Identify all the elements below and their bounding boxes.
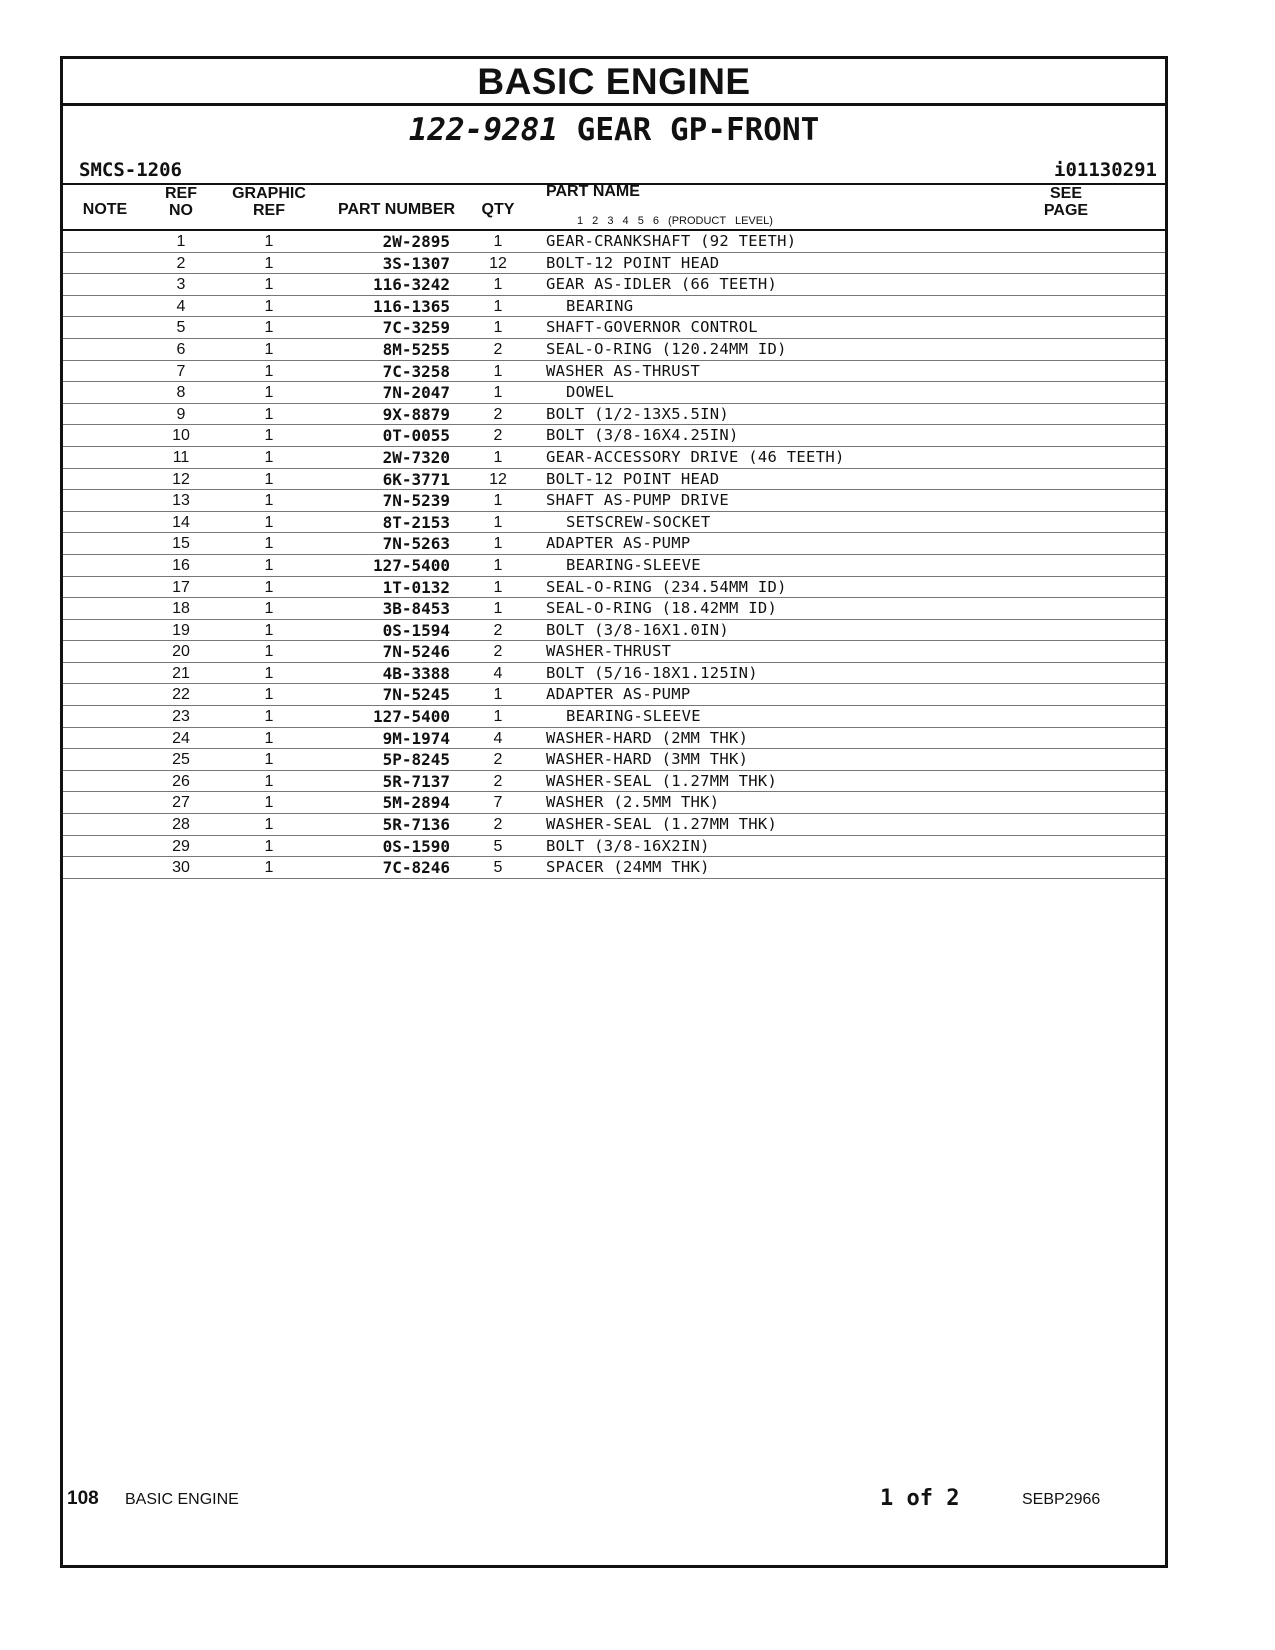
ref-no-cell: 28 — [172, 816, 190, 834]
ref-no-cell: 7 — [176, 362, 186, 380]
part-name-cell: SEAL-O-RING (234.54MM ID) — [546, 577, 787, 596]
qty-cell: 1 — [493, 578, 503, 596]
part-number-cell: 7N-5239 — [382, 491, 450, 511]
part-name-cell: SHAFT-GOVERNOR CONTROL — [546, 318, 758, 337]
parts-table-body — [63, 231, 1165, 879]
graphic-ref-cell: 1 — [264, 470, 274, 488]
ref-no-cell: 17 — [172, 578, 190, 596]
table-row — [63, 814, 1165, 836]
graphic-ref-cell: 1 — [264, 708, 274, 726]
part-number-cell: 7N-5245 — [382, 685, 450, 705]
part-name-cell: BOLT-12 POINT HEAD — [546, 253, 720, 272]
qty-cell: 4 — [493, 664, 503, 682]
graphic-ref-cell: 1 — [264, 297, 274, 315]
ref-no-cell: 9 — [176, 405, 186, 423]
graphic-ref-cell: 1 — [264, 751, 274, 769]
table-row — [63, 555, 1165, 577]
part-name-cell: SPACER (24MM THK) — [546, 858, 710, 877]
table-row — [63, 253, 1165, 275]
table-row — [63, 792, 1165, 814]
table-row — [63, 533, 1165, 555]
part-number-cell: 7C-3258 — [382, 361, 450, 381]
part-name-cell: WASHER-THRUST — [546, 642, 672, 661]
graphic-ref-cell: 1 — [264, 837, 274, 855]
graphic-ref-cell: 1 — [264, 664, 274, 682]
table-row — [63, 447, 1165, 469]
part-name-cell: SEAL-O-RING (120.24MM ID) — [546, 339, 787, 358]
col-header-part-name: PART NAME — [546, 183, 640, 200]
qty-cell: 2 — [493, 751, 503, 769]
part-number-cell: 3S-1307 — [382, 253, 450, 273]
table-row — [63, 598, 1165, 620]
part-name-cell: SETSCREW-SOCKET — [566, 512, 711, 531]
graphic-ref-cell: 1 — [264, 686, 274, 704]
qty-cell: 1 — [493, 448, 503, 466]
part-number-cell: 0S-1590 — [382, 836, 450, 856]
part-name-cell: ADAPTER AS-PUMP — [546, 534, 691, 553]
part-name-cell: BOLT (3/8-16X1.0IN) — [546, 620, 730, 639]
ref-no-cell: 2 — [176, 254, 186, 272]
qty-cell: 1 — [493, 513, 503, 531]
qty-cell: 1 — [493, 600, 503, 618]
graphic-ref-cell: 1 — [264, 643, 274, 661]
part-number-cell: 127-5400 — [372, 555, 450, 575]
graphic-ref-cell: 1 — [264, 492, 274, 510]
part-number-cell: 8T-2153 — [382, 512, 450, 532]
table-row — [63, 663, 1165, 685]
part-name-cell: GEAR AS-IDLER (66 TEETH) — [546, 275, 778, 294]
graphic-ref-cell: 1 — [264, 513, 274, 531]
ref-no-cell: 16 — [172, 556, 190, 574]
qty-cell: 2 — [493, 340, 503, 358]
table-row — [63, 317, 1165, 339]
graphic-ref-cell: 1 — [264, 319, 274, 337]
qty-cell: 5 — [493, 859, 503, 877]
part-number-cell: 5P-8245 — [382, 750, 450, 770]
col-header-ref-no: REF NO — [165, 185, 197, 219]
ref-no-cell: 25 — [172, 751, 190, 769]
part-number-cell: 7N-5246 — [382, 642, 450, 662]
qty-cell: 1 — [493, 686, 503, 704]
part-name-cell: WASHER (2.5MM THK) — [546, 793, 720, 812]
part-number-cell: 5M-2894 — [382, 793, 450, 813]
part-number-cell: 1T-0132 — [382, 577, 450, 597]
group-title — [63, 113, 1165, 147]
graphic-ref-cell: 1 — [264, 794, 274, 812]
qty-cell: 12 — [489, 470, 507, 488]
graphic-ref-cell: 1 — [264, 233, 274, 250]
table-row — [63, 361, 1165, 383]
ref-no-cell: 15 — [172, 535, 190, 553]
smcs-code: SMCS-1206 — [79, 159, 182, 181]
graphic-ref-cell: 1 — [264, 772, 274, 790]
part-number-cell: 5R-7137 — [382, 771, 450, 791]
ref-no-cell: 21 — [172, 664, 190, 682]
part-name-cell: GEAR-ACCESSORY DRIVE (46 TEETH) — [546, 447, 845, 466]
qty-cell: 12 — [489, 254, 507, 272]
qty-cell: 2 — [493, 643, 503, 661]
graphic-ref-cell: 1 — [264, 816, 274, 834]
part-number-cell: 116-3242 — [372, 275, 450, 295]
graphic-ref-cell: 1 — [264, 535, 274, 553]
col-header-graphic-ref: GRAPHIC REF — [232, 185, 306, 219]
part-number-cell: 9M-1974 — [382, 728, 450, 748]
ref-no-cell: 26 — [172, 772, 190, 790]
graphic-ref-cell: 1 — [264, 729, 274, 747]
ref-no-cell: 14 — [172, 513, 190, 531]
qty-cell: 1 — [493, 492, 503, 510]
qty-cell: 1 — [493, 297, 503, 315]
col-header-part-number: PART NUMBER — [337, 201, 455, 218]
illustration-id: i01130291 — [1054, 159, 1157, 181]
product-level-legend: 1 2 3 4 5 6 (PRODUCT LEVEL) — [577, 215, 773, 227]
page-title: BASIC ENGINE — [63, 59, 1165, 106]
col-header-see-page: SEE PAGE — [1043, 185, 1089, 219]
graphic-ref-cell: 1 — [264, 340, 274, 358]
table-row — [63, 274, 1165, 296]
part-name-cell: SEAL-O-RING (18.42MM ID) — [546, 599, 778, 618]
part-number-cell: 7C-3259 — [382, 318, 450, 338]
table-row — [63, 404, 1165, 426]
ref-no-cell: 18 — [172, 600, 190, 618]
part-name-cell: WASHER-HARD (2MM THK) — [546, 728, 749, 747]
part-name-cell: DOWEL — [566, 383, 615, 402]
ref-no-cell: 22 — [172, 686, 190, 704]
ref-no-cell: 19 — [172, 621, 190, 639]
ref-no-cell: 5 — [176, 319, 186, 337]
qty-cell: 2 — [493, 405, 503, 423]
qty-cell: 5 — [493, 837, 503, 855]
qty-cell: 1 — [493, 319, 503, 337]
part-name-cell: BOLT (1/2-13X5.5IN) — [546, 404, 730, 423]
parts-list-frame — [60, 56, 1168, 1568]
footer-document-number: SEBP2966 — [1022, 1491, 1101, 1508]
ref-no-cell: 13 — [172, 492, 190, 510]
qty-cell: 1 — [493, 708, 503, 726]
qty-cell: 2 — [493, 816, 503, 834]
graphic-ref-cell: 1 — [264, 276, 274, 294]
qty-cell: 1 — [493, 362, 503, 380]
part-number-cell: 116-1365 — [372, 296, 450, 316]
table-row — [63, 836, 1165, 858]
part-number-cell: 9X-8879 — [382, 404, 450, 424]
graphic-ref-cell: 1 — [264, 859, 274, 877]
table-row — [63, 382, 1165, 404]
ref-no-cell: 23 — [172, 708, 190, 726]
ref-no-cell: 27 — [172, 794, 190, 812]
table-row — [63, 512, 1165, 534]
qty-cell: 4 — [493, 729, 503, 747]
col-header-note: NOTE — [82, 201, 128, 218]
part-name-cell: BOLT (5/16-18X1.125IN) — [546, 663, 758, 682]
part-number-cell: 8M-5255 — [382, 339, 450, 359]
graphic-ref-cell: 1 — [264, 384, 274, 402]
qty-cell: 1 — [493, 276, 503, 294]
table-row — [63, 577, 1165, 599]
part-name-cell: GEAR-CRANKSHAFT (92 TEETH) — [546, 232, 797, 250]
graphic-ref-cell: 1 — [264, 362, 274, 380]
part-name-cell: BOLT-12 POINT HEAD — [546, 469, 720, 488]
table-row — [63, 469, 1165, 491]
part-name-cell: BEARING-SLEEVE — [566, 555, 701, 574]
graphic-ref-cell: 1 — [264, 621, 274, 639]
ref-no-cell: 30 — [172, 859, 190, 877]
qty-cell: 1 — [493, 233, 503, 250]
table-row — [63, 339, 1165, 361]
part-number-cell: 2W-7320 — [382, 447, 450, 467]
ref-no-cell: 24 — [172, 729, 190, 747]
ref-no-cell: 6 — [176, 340, 186, 358]
ref-no-cell: 3 — [176, 276, 186, 294]
footer-page-number: 108 — [67, 1488, 99, 1509]
footer-section-name: BASIC ENGINE — [125, 1491, 239, 1508]
graphic-ref-cell: 1 — [264, 427, 274, 445]
table-row — [63, 857, 1165, 879]
ref-no-cell: 4 — [176, 297, 186, 315]
table-row — [63, 749, 1165, 771]
table-row — [63, 620, 1165, 642]
graphic-ref-cell: 1 — [264, 556, 274, 574]
graphic-ref-cell: 1 — [264, 600, 274, 618]
graphic-ref-cell: 1 — [264, 254, 274, 272]
group-part-number: 122-9281 — [408, 112, 558, 148]
qty-cell: 1 — [493, 535, 503, 553]
part-name-cell: SHAFT AS-PUMP DRIVE — [546, 491, 730, 510]
group-name: GEAR GP-FRONT — [576, 112, 820, 148]
part-number-cell: 0T-0055 — [382, 426, 450, 446]
part-number-cell: 7N-5263 — [382, 534, 450, 554]
col-header-qty: QTY — [481, 201, 515, 218]
ref-no-cell: 10 — [172, 427, 190, 445]
graphic-ref-cell: 1 — [264, 405, 274, 423]
part-name-cell: WASHER-SEAL (1.27MM THK) — [546, 815, 778, 834]
part-name-cell: BOLT (3/8-16X2IN) — [546, 836, 710, 855]
table-row — [63, 490, 1165, 512]
qty-cell: 1 — [493, 556, 503, 574]
ref-no-cell: 12 — [172, 470, 190, 488]
part-name-cell: WASHER-HARD (3MM THK) — [546, 750, 749, 769]
table-row — [63, 425, 1165, 447]
ref-no-cell: 1 — [176, 233, 186, 250]
part-number-cell: 6K-3771 — [382, 469, 450, 489]
qty-cell: 2 — [493, 621, 503, 639]
part-name-cell: BEARING-SLEEVE — [566, 707, 701, 726]
qty-cell: 2 — [493, 772, 503, 790]
table-row — [63, 771, 1165, 793]
part-number-cell: 4B-3388 — [382, 663, 450, 683]
part-name-cell: ADAPTER AS-PUMP — [546, 685, 691, 704]
qty-cell: 7 — [493, 794, 503, 812]
table-row — [63, 684, 1165, 706]
table-row — [63, 641, 1165, 663]
part-number-cell: 0S-1594 — [382, 620, 450, 640]
table-row — [63, 706, 1165, 728]
graphic-ref-cell: 1 — [264, 578, 274, 596]
qty-cell: 2 — [493, 427, 503, 445]
part-name-cell: BEARING — [566, 296, 634, 315]
ref-no-cell: 8 — [176, 384, 186, 402]
footer-sheet-count: 1 of 2 — [880, 1486, 960, 1511]
part-name-cell: WASHER AS-THRUST — [546, 361, 701, 380]
part-number-cell: 2W-2895 — [382, 232, 450, 251]
qty-cell: 1 — [493, 384, 503, 402]
part-number-cell: 7C-8246 — [382, 858, 450, 878]
ref-no-cell: 11 — [172, 448, 190, 466]
ref-no-cell: 20 — [172, 643, 190, 661]
table-row — [63, 296, 1165, 318]
part-number-cell: 7N-2047 — [382, 383, 450, 403]
part-number-cell: 127-5400 — [372, 707, 450, 727]
table-row — [63, 231, 1165, 253]
part-name-cell: WASHER-SEAL (1.27MM THK) — [546, 771, 778, 790]
part-number-cell: 3B-8453 — [382, 599, 450, 619]
ref-no-cell: 29 — [172, 837, 190, 855]
part-name-cell: BOLT (3/8-16X4.25IN) — [546, 426, 739, 445]
graphic-ref-cell: 1 — [264, 448, 274, 466]
table-row — [63, 728, 1165, 750]
part-number-cell: 5R-7136 — [382, 815, 450, 835]
